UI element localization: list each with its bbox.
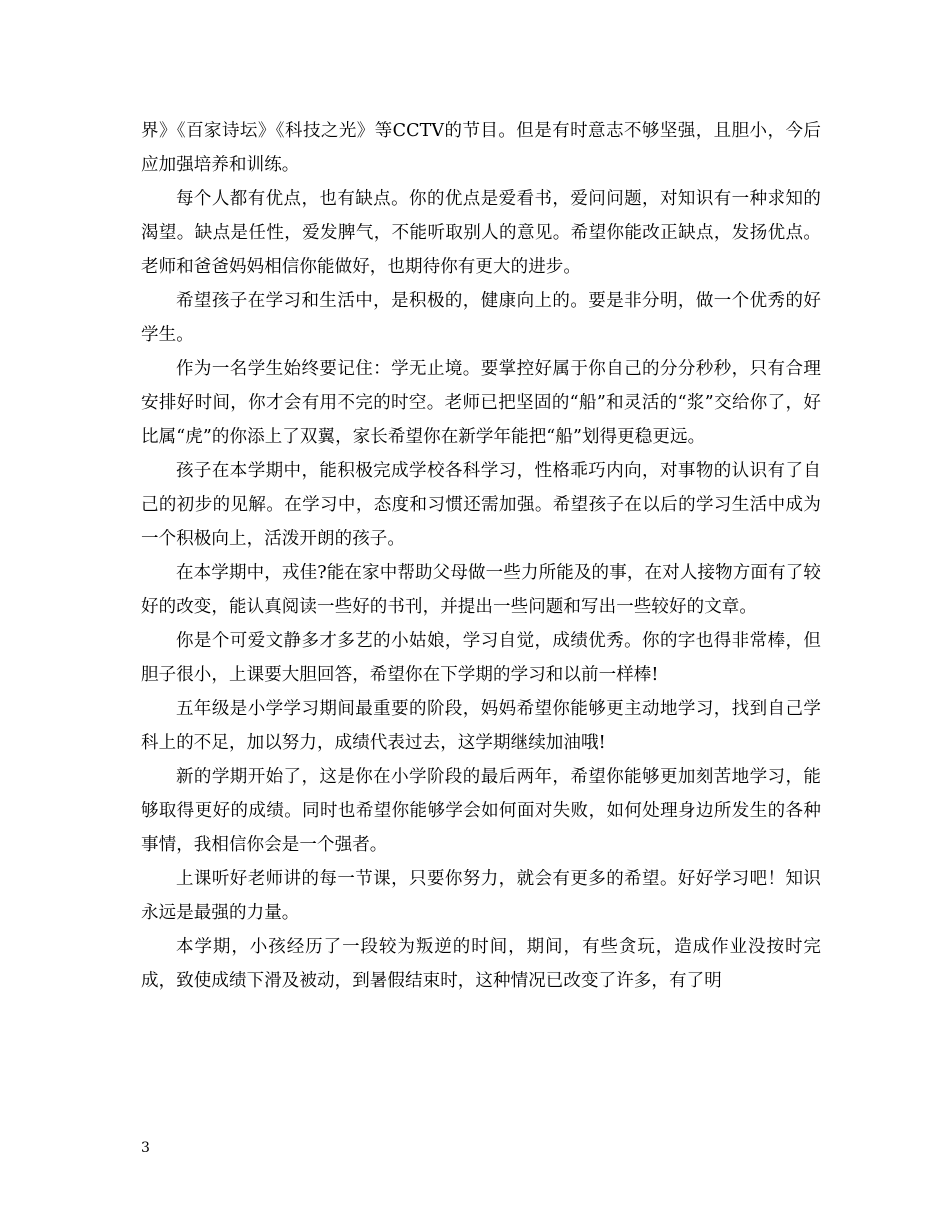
- paragraph-3: 希望孩子在学习和生活中，是积极的，健康向上的。要是非分明，做一个优秀的好学生。: [141, 291, 821, 345]
- paragraph-6: 在本学期中，戎佳?能在家中帮助父母做一些力所能及的事，在对人接物方面有了较好的改变，能认真阅读一些好的书刊，并提出一些问题和写出一些较好的文章。: [141, 563, 821, 617]
- paragraph-11: 本学期，小孩经历了一段较为叛逆的时间，期间，有些贪玩，造成作业没按时完成，致使成绩下滑及被动，到暑假结束时，这种情况已改变了许多，有了明: [141, 937, 821, 991]
- paragraph-8: 五年级是小学学习期间最重要的阶段，妈妈希望你能够更主动地学习，找到自己学科上的不足，加以努力，成绩代表过去，这学期继续加油哦!: [141, 699, 821, 753]
- paragraph-2: 每个人都有优点，也有缺点。你的优点是爱看书，爱问问题，对知识有一种求知的渴望。缺点是任性，爱发脾气，不能听取别人的意见。希望你能改正缺点，发扬优点。老师和爸爸妈妈相信你能做好，也期待你有更大的进步。: [141, 189, 821, 277]
- paragraph-4: 作为一名学生始终要记住：学无止境。要掌控好属于你自己的分分秒秒，只有合理安排好时间，你才会有用不完的时空。老师已把坚固的“船”和灵活的“浆”交给你了，好比属“虎”的你添上了双翼，家长希望你在新学年能把“船”划得更稳更远。: [141, 359, 821, 447]
- paragraph-5: 孩子在本学期中，能积极完成学校各科学习，性格乖巧内向，对事物的认识有了自己的初步的见解。在学习中，态度和习惯还需加强。希望孩子在以后的学习生活中成为一个积极向上，活泼开朗的孩子。: [141, 461, 821, 549]
- paragraph-9: 新的学期开始了，这是你在小学阶段的最后两年，希望你能够更加刻苦地学习，能够取得更好的成绩。同时也希望你能够学会如何面对失败，如何处理身边所发生的各种事情，我相信你会是一个强者。: [141, 767, 821, 855]
- paragraph-10: 上课听好老师讲的每一节课，只要你努力，就会有更多的希望。好好学习吧！知识永远是最强的力量。: [141, 869, 821, 923]
- paragraph-1: 界》《百家诗坛》《科技之光》等CCTV的节目。但是有时意志不够坚强，且胆小，今后应加强培养和训练。: [141, 121, 821, 175]
- paragraph-7: 你是个可爱文静多才多艺的小姑娘，学习自觉，成绩优秀。你的字也得非常棒，但胆子很小，上课要大胆回答，希望你在下学期的学习和以前一样棒!: [141, 631, 821, 685]
- document-body: [141, 114, 821, 998]
- page-number: 3: [141, 1140, 150, 1156]
